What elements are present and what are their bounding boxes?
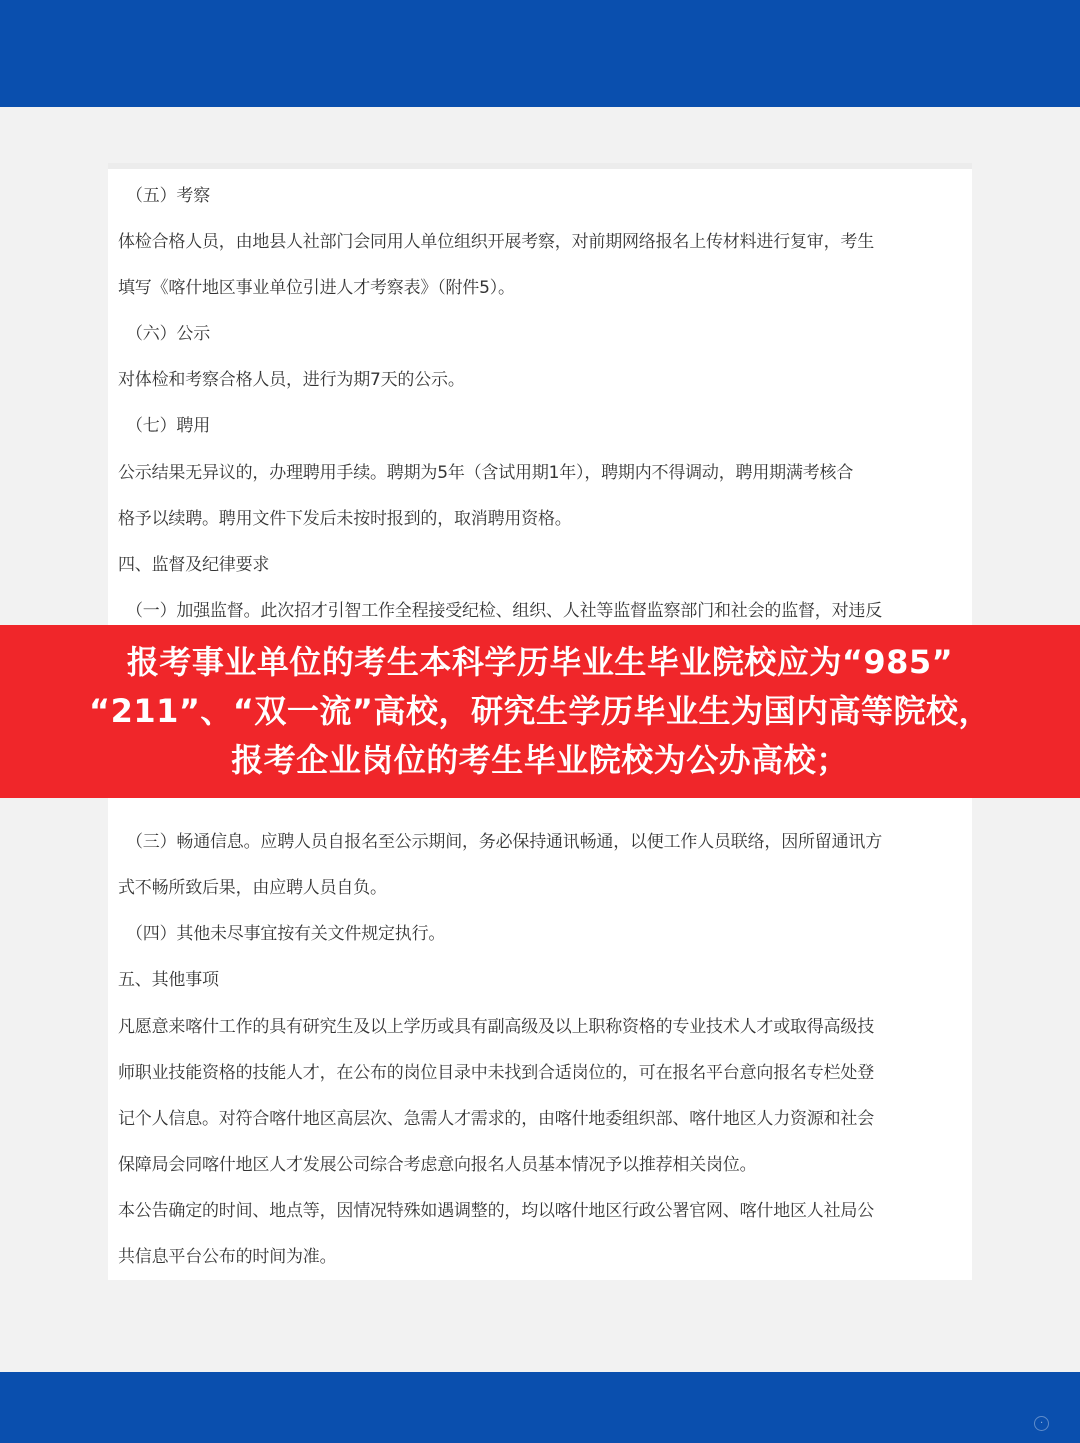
paragraph-line: 师职业技能资格的技能人才，在公布的岗位目录中未找到合适岗位的，可在报名平台意向报名专栏处登 bbox=[118, 1063, 874, 1083]
banner-line-2: “211”、“双一流”高校，研究生学历毕业生为国内高等院校， bbox=[89, 692, 991, 730]
paragraph-line: 本公告确定的时间、地点等，因情况特殊如遇调整的，均以喀什地区行政公署官网、喀什地区人社局公 bbox=[118, 1201, 874, 1221]
section-heading: （五）考察 bbox=[126, 186, 210, 206]
top-color-bar bbox=[0, 0, 1080, 107]
highlight-banner bbox=[0, 625, 1080, 798]
paragraph-line: （三）畅通信息。应聘人员自报名至公示期间，务必保持通讯畅通，以便工作人员联络，因所留通讯方 bbox=[126, 832, 882, 852]
paragraph-line: （四）其他未尽事宜按有关文件规定执行。 bbox=[126, 924, 446, 944]
paragraph-line: 对体检和考察合格人员，进行为期7天的公示。 bbox=[118, 370, 465, 390]
watermark-logo-icon: · bbox=[1034, 1416, 1049, 1431]
paragraph-line: 保障局会同喀什地区人才发展公司综合考虑意向报名人员基本情况予以推荐相关岗位。 bbox=[118, 1155, 757, 1175]
paragraph-line: 记个人信息。对符合喀什地区高层次、急需人才需求的，由喀什地委组织部、喀什地区人力资源和社会 bbox=[118, 1109, 874, 1129]
section-heading: 四、监督及纪律要求 bbox=[118, 555, 270, 575]
paragraph-line: 共信息平台公布的时间为准。 bbox=[118, 1247, 337, 1267]
banner-line-1: 报考事业单位的考生本科学历毕业生毕业院校应为“985” bbox=[126, 643, 954, 681]
paragraph-line: 体检合格人员，由地县人社部门会同用人单位组织开展考察，对前期网络报名上传材料进行复审，考生 bbox=[118, 232, 874, 252]
banner-line-3: 报考企业岗位的考生毕业院校为公办高校； bbox=[231, 741, 849, 779]
paragraph-line: 公示结果无异议的，办理聘用手续。聘期为5年（含试用期1年），聘期内不得调动，聘用期满考核合 bbox=[118, 463, 854, 483]
paragraph-line: 式不畅所致后果，由应聘人员自负。 bbox=[118, 878, 387, 898]
paragraph-line: 凡愿意来喀什工作的具有研究生及以上学历或具有副高级及以上职称资格的专业技术人才或取得高级技 bbox=[118, 1017, 874, 1037]
section-heading: 五、其他事项 bbox=[118, 970, 219, 990]
paragraph-line: 格予以续聘。聘用文件下发后未按时报到的，取消聘用资格。 bbox=[118, 509, 572, 529]
section-heading: （七）聘用 bbox=[126, 416, 210, 436]
section-heading: （六）公示 bbox=[126, 324, 210, 344]
bottom-color-bar bbox=[0, 1372, 1080, 1443]
paragraph-line: 填写《喀什地区事业单位引进人才考察表》（附件5）。 bbox=[118, 278, 515, 298]
paragraph-line: （一）加强监督。此次招才引智工作全程接受纪检、组织、人社等监督监察部门和社会的监督，对违反 bbox=[126, 601, 882, 621]
